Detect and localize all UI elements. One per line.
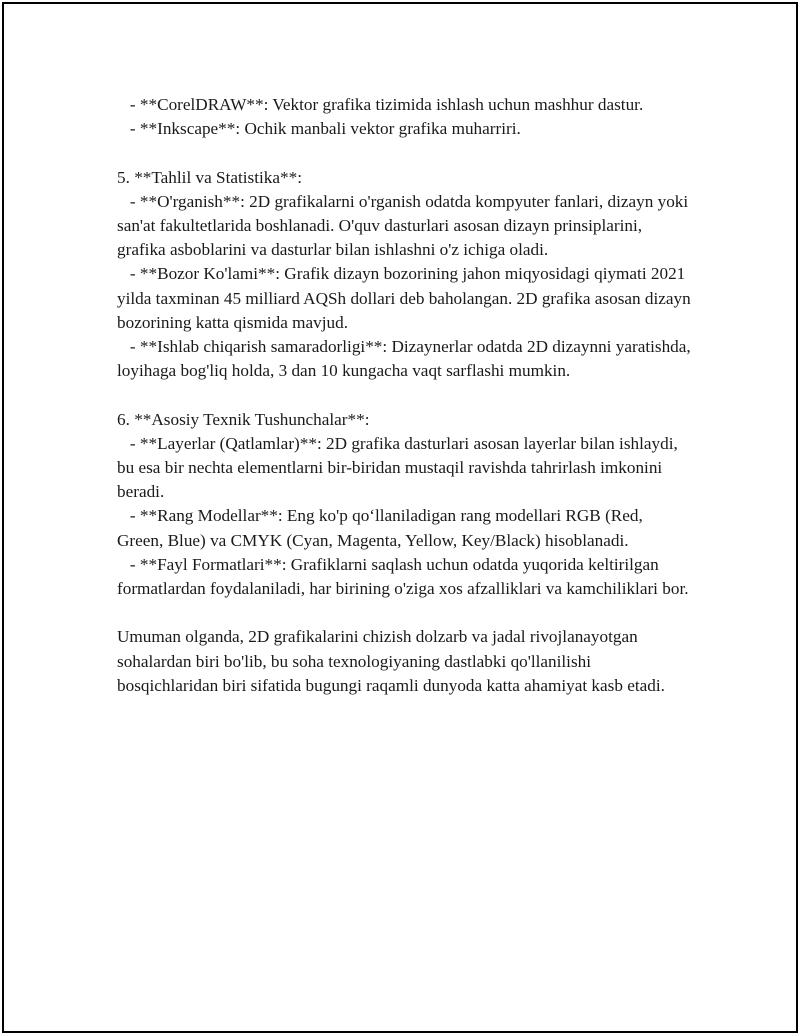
paragraph-spacer	[117, 601, 692, 625]
document-body	[117, 93, 696, 698]
list-item-ishlab-chiqarish: - **Ishlab chiqarish samaradorligi**: Dizaynerlar odatda 2D dizaynni yaratishda, loyihaga bog'liq holda, 3 dan 10 kungacha vaqt sarflashi mumkin.	[117, 337, 695, 381]
paragraph-spacer	[117, 383, 692, 407]
list-item-coreldraw: - **CorelDRAW**: Vektor grafika tizimida ishlash uchun mashhur dastur.	[117, 95, 644, 114]
section-heading-texnik: 6. **Asosiy Texnik Tushunchalar**:	[117, 409, 370, 429]
list-item-bozor-kolami: - **Bozor Ko'lami**: Grafik dizayn bozorining jahon miqyosidagi qiymati 2021 yilda taxminan 45 milliard AQSh dollari deb baholangan. 2D grafika asosan dizayn bozorining katta qismida mavjud.	[117, 264, 696, 332]
list-item-organish: - **O'rganish**: 2D grafikalarni o'rganish odatda kompyuter fanlari, dizayn yoki san'at fakultetlarida boshlanadi. O'quv dasturlari asosan dizayn prinsiplarini, grafika asboblarini va dasturlar bilan ishlashni o'z ichiga oladi.	[117, 191, 693, 260]
list-item-layerlar: - **Layerlar (Qatlamlar)**: 2D grafika dasturlari asosan layerlar bilan ishlaydi, bu esa bir nechta elementlarni bir-biridan mustaqil ravishda tahrirlash imkonini beradi.	[117, 433, 683, 502]
list-item-rang-modellar: - **Rang Modellar**: Eng ko'p qo‘llaniladigan rang modellari RGB (Red, Green, Blue) va CMYK (Cyan, Magenta, Yellow, Key/Black) hisoblanadi.	[117, 506, 648, 550]
list-item-fayl-formatlari: - **Fayl Formatlari**: Grafiklarni saqlash uchun odatda yuqorida keltirilgan formatlardan foydalaniladi, har birining o'ziga xos afzalliklari va kamchiliklari bor.	[117, 554, 689, 599]
conclusion-paragraph: Umuman olganda, 2D grafikalarini chizish dolzarb va jadal rivojlanayotgan sohalardan biri bo'lib, bu soha texnologiyaning dastlabki qo'llanilishi bosqichlaridan biri sifatida bugungi raqamli dunyoda katta ahamiyat kasb etadi.	[117, 627, 665, 695]
paragraph-spacer	[117, 141, 692, 165]
list-item-inkscape: - **Inkscape**: Ochik manbali vektor grafika muharriri.	[117, 119, 521, 139]
section-heading-tahlil: 5. **Tahlil va Statistika**:	[117, 167, 302, 187]
